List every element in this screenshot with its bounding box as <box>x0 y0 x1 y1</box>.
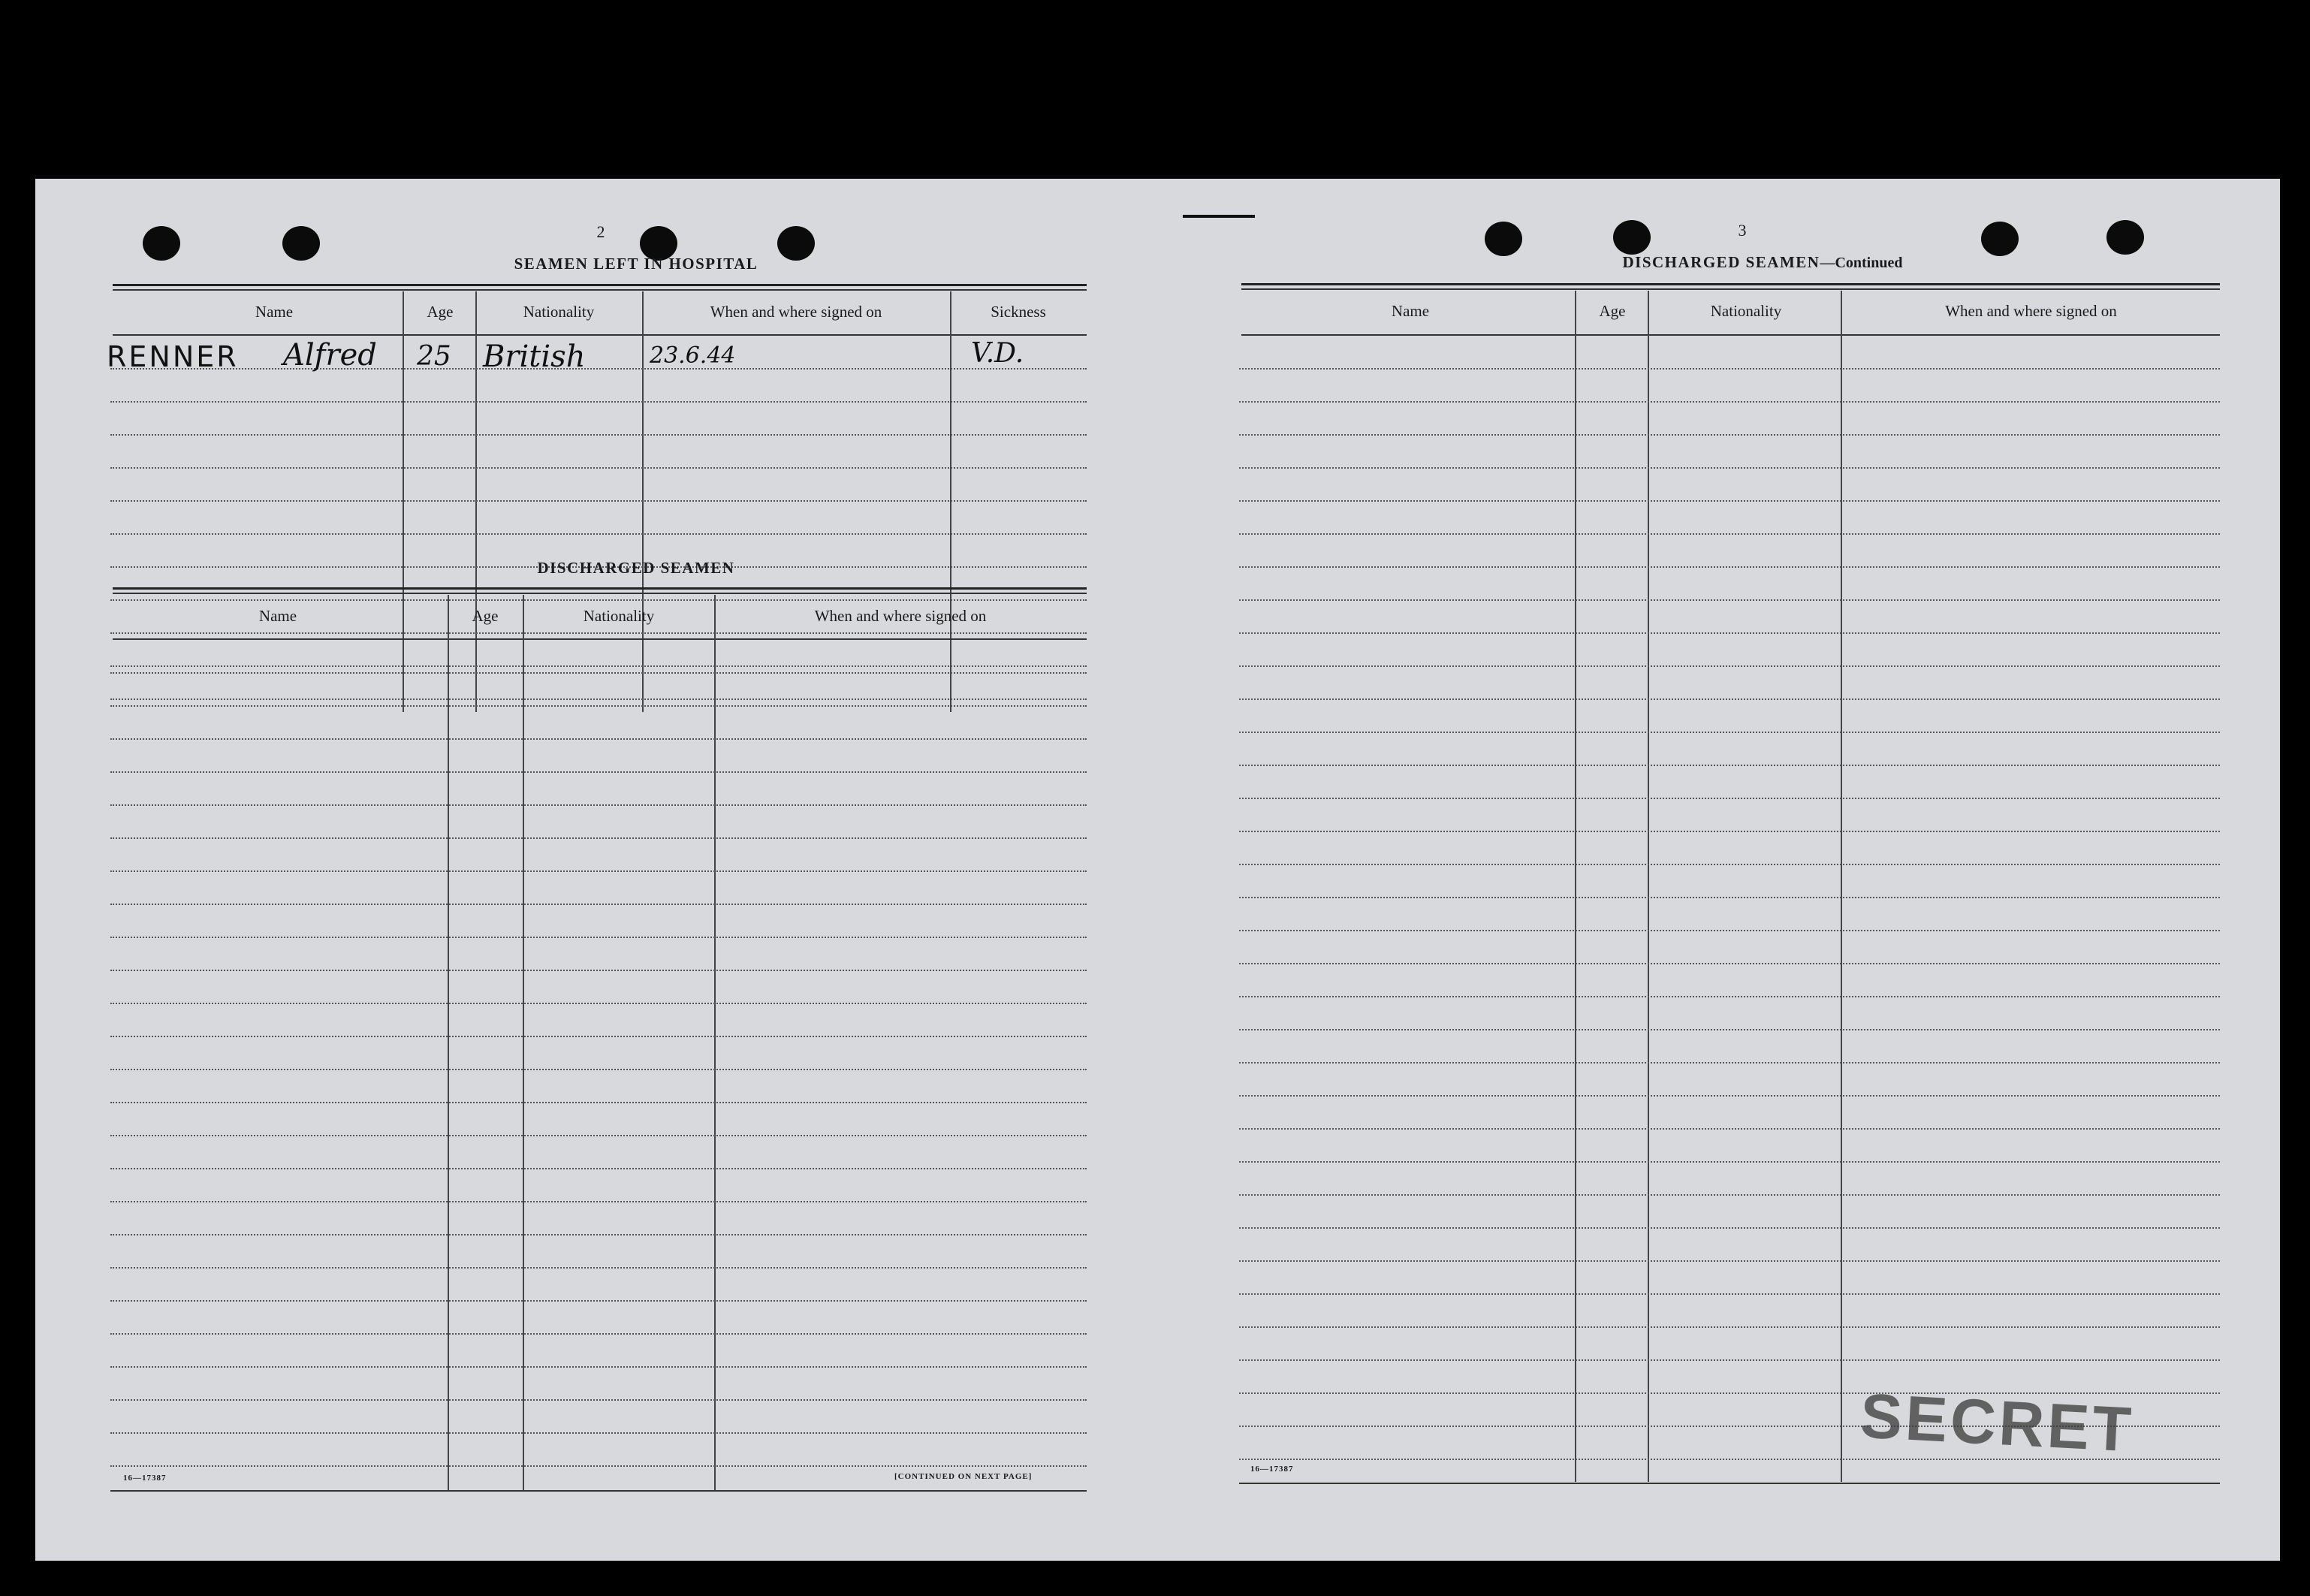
handwritten-given-name: Alfred <box>283 338 377 373</box>
handwritten-age: 25 <box>417 341 451 372</box>
column-header-name: Name <box>1391 302 1430 320</box>
entry-line <box>1239 1029 2220 1030</box>
entry-line <box>110 1465 1087 1467</box>
entry-line <box>110 1036 1087 1037</box>
column-header-signed-on: When and where signed on <box>1945 302 2117 320</box>
column-header-signed-on: When and where signed on <box>710 303 882 321</box>
entry-line <box>110 1168 1087 1169</box>
handwritten-nationality: British <box>483 339 586 374</box>
entry-line <box>1239 1293 2220 1295</box>
column-header-sickness: Sickness <box>991 303 1046 321</box>
column-divider <box>523 595 524 1490</box>
page-number-left: 2 <box>596 222 605 241</box>
entry-line <box>1239 996 2220 997</box>
entry-line <box>1239 599 2220 601</box>
entry-line <box>110 368 1087 370</box>
entry-line <box>110 904 1087 905</box>
entry-line <box>1239 1326 2220 1328</box>
entry-line <box>1239 930 2220 931</box>
entry-line <box>1239 1260 2220 1262</box>
header-bottom-rule <box>1241 334 2220 336</box>
punch-hole <box>1613 220 1651 255</box>
entry-line <box>1239 632 2220 634</box>
column-header-name: Name <box>255 303 294 321</box>
handwritten-signed-on: 23.6.44 <box>650 342 736 369</box>
entry-line <box>1239 897 2220 898</box>
column-header-age: Age <box>1599 302 1626 320</box>
entry-line <box>110 632 1087 634</box>
right-title-continued: —Continued <box>1820 255 1903 271</box>
form-number-left: 16—17387 <box>123 1474 167 1483</box>
entry-line <box>110 1234 1087 1235</box>
entry-line <box>110 401 1087 403</box>
table-top-rule <box>113 289 1087 291</box>
column-divider <box>1575 291 1576 1482</box>
entry-line <box>1239 1194 2220 1196</box>
column-header-signed-on: When and where signed on <box>814 607 987 625</box>
column-header-nationality: Nationality <box>583 607 655 625</box>
punch-hole <box>143 226 180 261</box>
entry-line <box>1239 533 2220 535</box>
table-bottom-rule <box>110 1490 1087 1492</box>
entry-line <box>110 1135 1087 1136</box>
right-title-main: DISCHARGED SEAMEN <box>1622 253 1820 271</box>
entry-line <box>1239 963 2220 964</box>
header-bottom-rule <box>113 334 1087 336</box>
entry-line <box>110 665 1087 667</box>
table-top-rule <box>1241 288 2220 290</box>
entry-line <box>1239 500 2220 502</box>
column-divider <box>714 595 716 1490</box>
punch-hole <box>282 226 320 261</box>
punch-hole <box>1981 222 2019 256</box>
entry-line <box>1239 831 2220 832</box>
entry-line <box>110 804 1087 806</box>
entry-line <box>1239 467 2220 469</box>
column-divider <box>642 291 644 712</box>
entry-line <box>1239 1161 2220 1163</box>
entry-line <box>110 467 1087 469</box>
right-section-title <box>1537 253 1988 272</box>
page-number-right: 3 <box>1738 221 1747 240</box>
entry-line <box>110 434 1087 436</box>
entry-line <box>1239 1128 2220 1130</box>
hospital-section-title: SEAMEN LEFT IN HOSPITAL <box>514 255 758 273</box>
column-divider <box>403 291 404 712</box>
entry-line <box>110 1399 1087 1401</box>
entry-line <box>110 1333 1087 1335</box>
entry-line <box>110 1432 1087 1434</box>
table-top-rule <box>1241 283 2220 285</box>
entry-line <box>110 937 1087 938</box>
entry-line <box>1239 368 2220 370</box>
entry-line <box>110 1366 1087 1368</box>
entry-line <box>110 599 1087 601</box>
entry-line <box>110 1069 1087 1070</box>
table-top-rule <box>113 284 1087 286</box>
entry-line <box>1239 1359 2220 1361</box>
entry-line <box>1239 1062 2220 1063</box>
handwritten-surname: RENNER <box>107 340 239 373</box>
entry-line <box>110 837 1087 839</box>
entry-line <box>110 1300 1087 1302</box>
column-divider <box>1648 291 1649 1482</box>
entry-line <box>1239 401 2220 403</box>
entry-line <box>110 698 1087 700</box>
entry-line <box>1239 1095 2220 1097</box>
column-divider <box>475 291 477 712</box>
entry-line <box>110 738 1087 740</box>
table-bottom-rule <box>1239 1483 2220 1484</box>
secret-stamp: SECRET <box>1858 1380 2136 1465</box>
entry-line <box>110 970 1087 971</box>
punch-hole <box>1485 222 1522 256</box>
punch-hole <box>2106 220 2144 255</box>
column-header-name: Name <box>258 607 297 625</box>
entry-line <box>110 672 1087 674</box>
entry-line <box>110 771 1087 773</box>
discharged-section-title: DISCHARGED SEAMEN <box>537 559 735 577</box>
column-header-age: Age <box>427 303 454 321</box>
entry-line <box>1239 566 2220 568</box>
entry-line <box>110 500 1087 502</box>
entry-line <box>110 870 1087 872</box>
handwritten-sickness: V.D. <box>971 338 1024 369</box>
entry-line <box>1239 864 2220 865</box>
column-divider <box>448 595 449 1490</box>
binding-mark <box>1183 215 1255 218</box>
entry-line <box>110 1267 1087 1269</box>
entry-line <box>110 533 1087 535</box>
entry-line <box>1239 434 2220 436</box>
header-bottom-rule <box>113 638 1087 640</box>
column-divider <box>950 291 951 712</box>
column-header-nationality: Nationality <box>523 303 595 321</box>
entry-line <box>110 1102 1087 1103</box>
entry-line <box>1239 798 2220 799</box>
column-header-age: Age <box>472 607 499 625</box>
entry-line <box>1239 765 2220 766</box>
entry-line <box>110 1201 1087 1202</box>
entry-line <box>1239 665 2220 667</box>
document-sheet <box>35 179 2280 1561</box>
entry-line <box>1239 732 2220 733</box>
table-top-rule <box>113 593 1087 594</box>
entry-line <box>110 705 1087 707</box>
table-top-rule <box>113 587 1087 590</box>
form-number-right: 16—17387 <box>1250 1465 1294 1474</box>
continued-note: [CONTINUED ON NEXT PAGE] <box>894 1472 1033 1481</box>
entry-line <box>1239 1227 2220 1229</box>
column-header-nationality: Nationality <box>1710 302 1782 320</box>
column-divider <box>1841 291 1842 1482</box>
entry-line <box>1239 698 2220 700</box>
entry-line <box>110 1003 1087 1004</box>
